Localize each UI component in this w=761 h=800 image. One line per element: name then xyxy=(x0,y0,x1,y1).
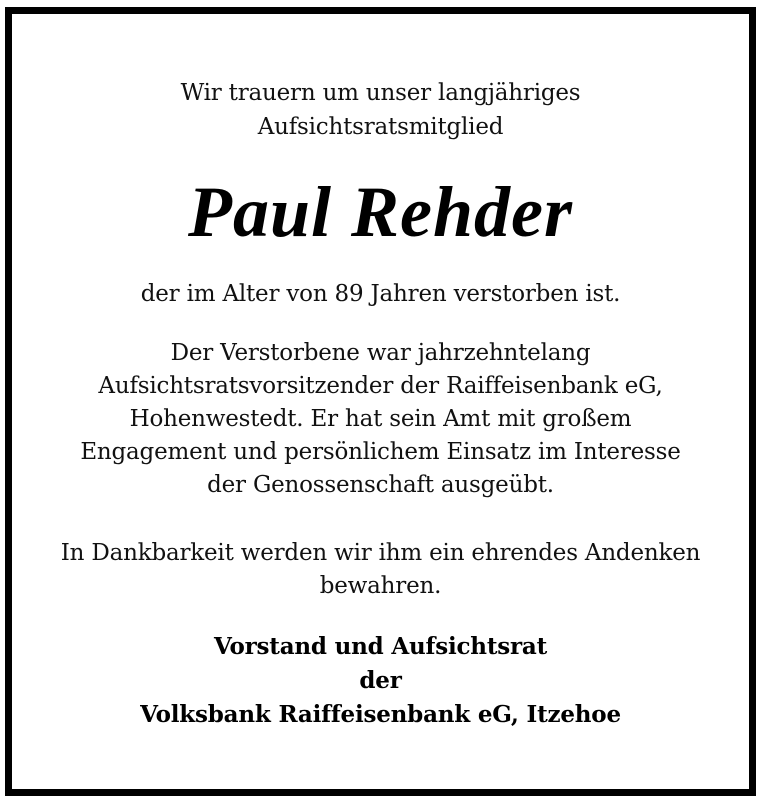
signature-line-3: Volksbank Raiffeisenbank eG, Itzehoe xyxy=(140,701,621,728)
tribute-line-1: Der Verstorbene war jahrzehntelang xyxy=(170,340,591,366)
tribute-line-4: Engagement und persönlichem Einsatz im Interesse xyxy=(80,439,681,465)
signature-line-1: Vorstand und Aufsichtsrat xyxy=(213,633,548,660)
signature-line-2: der xyxy=(359,667,402,694)
intro-line-1: Wir trauern um unser langjähriges xyxy=(180,80,581,106)
gratitude-line-2: bewahren. xyxy=(319,573,442,599)
obituary-notice xyxy=(5,7,756,796)
age-statement: der im Alter von 89 Jahren verstorben ist. xyxy=(140,281,621,307)
deceased-name: Paul Rehder xyxy=(187,172,574,252)
tribute-line-2: Aufsichtsratsvorsitzender der Raiffeisenbank eG, xyxy=(98,373,663,399)
tribute-line-3: Hohenwestedt. Er hat sein Amt mit großem xyxy=(129,406,632,432)
tribute-line-5: der Genossenschaft ausgeübt. xyxy=(207,472,554,498)
gratitude-line-1: In Dankbarkeit werden wir ihm ein ehrendes Andenken xyxy=(60,540,701,566)
intro-line-2: Aufsichtsratsmitglied xyxy=(257,114,504,140)
